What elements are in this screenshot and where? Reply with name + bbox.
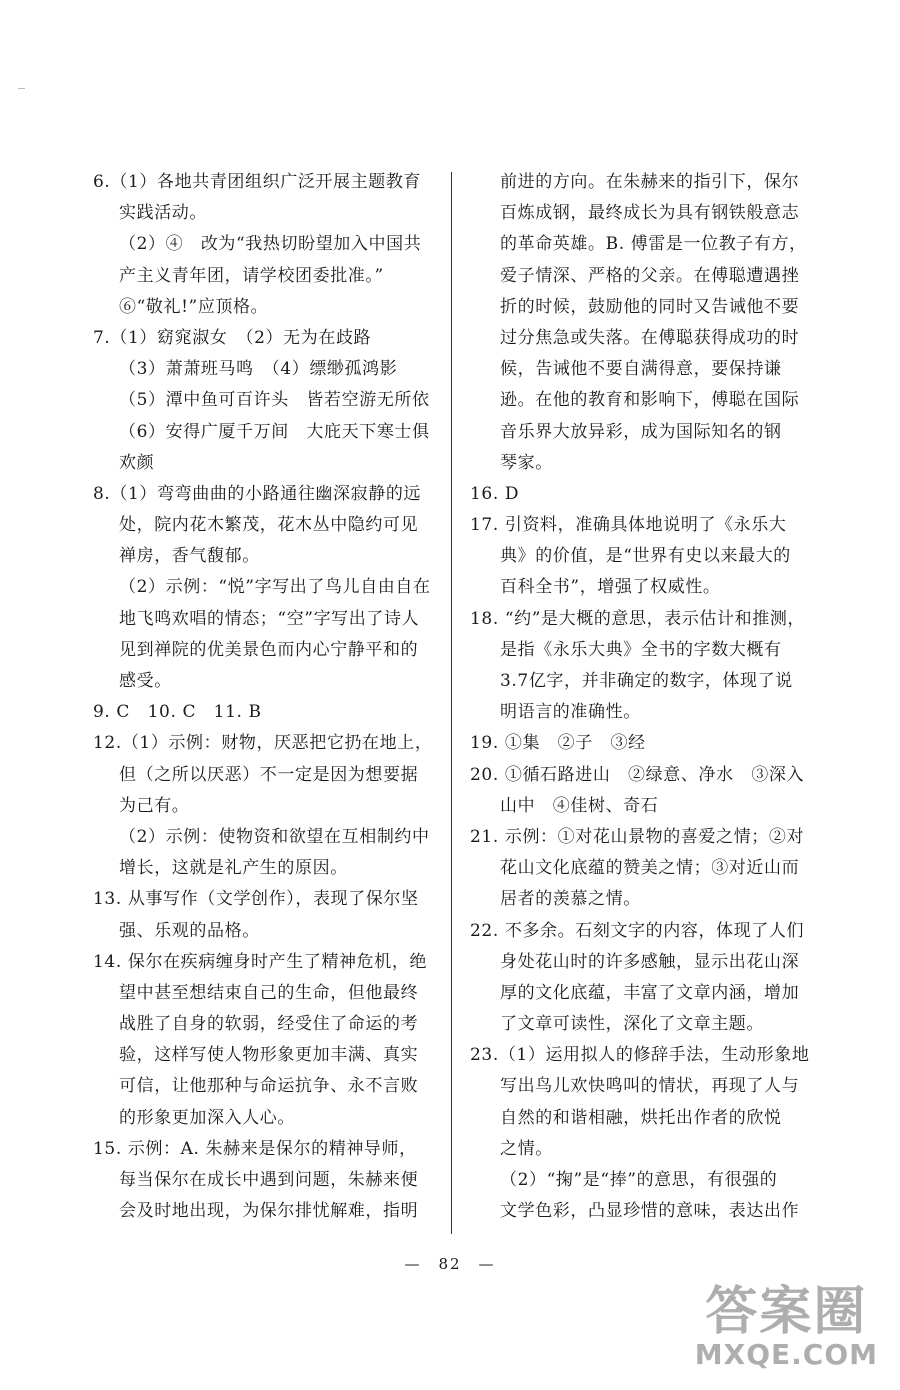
text-line: 的革命英雄。B. 傅雷是一位教子有方， bbox=[500, 234, 807, 255]
text-line: 琴家。 bbox=[500, 452, 553, 473]
text-line: 候，告诫他不要自满得意，要保持谦 bbox=[500, 359, 782, 380]
text-line: 14. 保尔在疾病缠身时产生了精神危机，绝 bbox=[93, 951, 428, 972]
text-line: 18. “约”是大概的意思，表示估计和推测， bbox=[470, 608, 806, 629]
text-line: 居者的羡慕之情。 bbox=[500, 889, 641, 910]
left-column bbox=[93, 167, 433, 1227]
text-line: 写出鸟儿欢快鸣叫的情状，再现了人与 bbox=[500, 1076, 800, 1097]
text-line: 为己有。 bbox=[119, 795, 190, 816]
watermark-logo: 答案圈 bbox=[705, 1282, 868, 1342]
text-line: 过分焦急或失落。在傅聪获得成功的时 bbox=[500, 327, 800, 348]
watermark-url: MXQE.COM bbox=[694, 1338, 878, 1371]
page-number: — 82 — bbox=[404, 1255, 496, 1273]
text-line: 22. 不多余。石刻文字的内容，体现了人们 bbox=[470, 920, 805, 941]
text-line: 欢颜 bbox=[119, 452, 155, 473]
text-line: 前进的方向。在朱赫来的指引下，保尔 bbox=[500, 172, 800, 192]
text-line: 望中甚至想结束自己的生命，但他最终 bbox=[119, 982, 419, 1003]
text-line: 禅房，香气馥郁。 bbox=[119, 546, 260, 567]
text-line: 会及时地出现，为保尔排忧解难，指明 bbox=[119, 1201, 419, 1222]
text-line: 每当保尔在成长中遇到问题，朱赫来便 bbox=[119, 1170, 419, 1190]
text-line: 厚的文化底蕴，丰富了文章内涵，增加 bbox=[500, 982, 800, 1003]
text-line: 8.（1）弯弯曲曲的小路通往幽深寂静的远 bbox=[93, 483, 422, 504]
scan-speck bbox=[18, 88, 25, 89]
text-line: 身处花山时的许多感触，显示出花山深 bbox=[500, 951, 800, 972]
text-line: 可信，让他那种与命运抗争、永不言败 bbox=[119, 1076, 419, 1097]
text-line: 产主义青年团，请学校团委批准。” bbox=[119, 265, 384, 286]
text-line: 17. 引资料，准确具体地说明了《永乐大 bbox=[470, 515, 787, 536]
text-line: （5）潭中鱼可百许头 皆若空游无所依 bbox=[119, 390, 430, 411]
watermark bbox=[695, 1284, 878, 1370]
text-line: 实践活动。 bbox=[119, 203, 207, 224]
text-line: 逊。在他的教育和影响下，傅聪在国际 bbox=[500, 390, 800, 411]
text-line: （2）示例：“悦”字写出了鸟儿自由自在 bbox=[119, 577, 431, 598]
text-line: 音乐界大放异彩，成为国际知名的钢 bbox=[500, 421, 782, 442]
text-line: 感受。 bbox=[119, 671, 172, 691]
text-line: 地飞鸣欢唱的情态；“空”字写出了诗人 bbox=[119, 608, 420, 629]
text-line: 的形象更加深入人心。 bbox=[119, 1107, 295, 1128]
text-line: 12.（1）示例：财物，厌恶把它扔在地上， bbox=[93, 733, 433, 754]
text-line: 21. 示例：①对花山景物的喜爱之情；②对 bbox=[470, 826, 805, 847]
text-line: 之情。 bbox=[500, 1138, 553, 1159]
text-line: 增长，这就是礼产生的原因。 bbox=[119, 858, 348, 879]
text-line: 百科全书”，增强了权威性。 bbox=[500, 577, 721, 598]
text-line: （2）④ 改为“我热切盼望加入中国共 bbox=[119, 234, 422, 255]
text-line: 7.（1）窈窕淑女 （2）无为在歧路 bbox=[93, 327, 372, 348]
text-line: 文学色彩，凸显珍惜的意味，表达出作 bbox=[500, 1201, 800, 1222]
text-line: 战胜了自身的软弱，经受住了命运的考 bbox=[119, 1014, 419, 1035]
column-divider bbox=[451, 172, 452, 1234]
text-line: 23.（1）运用拟人的修辞手法，生动形象地 bbox=[470, 1045, 810, 1066]
text-line: 是指《永乐大典》全书的字数大概有 bbox=[500, 639, 782, 660]
text-line: （2）“掬”是“捧”的意思，有很强的 bbox=[500, 1170, 778, 1190]
text-line: 验，这样写使人物形象更加丰满、真实 bbox=[119, 1045, 419, 1066]
text-line: 15. 示例：A. 朱赫来是保尔的精神导师， bbox=[93, 1138, 417, 1159]
right-column bbox=[470, 167, 810, 1227]
text-line: 见到禅院的优美景色而内心宁静平和的 bbox=[119, 639, 419, 660]
text-line: 山中 ④佳树、奇石 bbox=[500, 795, 659, 816]
text-line: 自然的和谐相融，烘托出作者的欣悦 bbox=[500, 1107, 782, 1128]
text-line: 百炼成钢，最终成长为具有钢铁般意志 bbox=[500, 203, 800, 224]
text-line: 处，院内花木繁茂，花木丛中隐约可见 bbox=[119, 515, 419, 536]
text-line: 16. D bbox=[470, 483, 520, 504]
text-line: 了文章可读性，深化了文章主题。 bbox=[500, 1014, 764, 1035]
text-line: 明语言的准确性。 bbox=[500, 702, 641, 723]
text-line: 6.（1）各地共青团组织广泛开展主题教育 bbox=[93, 172, 422, 192]
text-line: （3）萧萧班马鸣 （4）缥缈孤鸿影 bbox=[119, 359, 398, 380]
text-line: （6）安得广厦千万间 大庇天下寒士俱 bbox=[119, 421, 430, 442]
text-line: 9. C 10. C 11. B bbox=[93, 702, 262, 723]
text-line: （2）示例：使物资和欲望在互相制约中 bbox=[119, 826, 430, 847]
text-line: 但（之所以厌恶）不一定是因为想要据 bbox=[119, 764, 419, 785]
text-line: 典》的价值，是“世界有史以来最大的 bbox=[500, 546, 791, 567]
text-line: 3.7亿字，并非确定的数字，体现了说 bbox=[500, 671, 793, 691]
text-line: 20. ①循石路进山 ②绿意、净水 ③深入 bbox=[470, 764, 805, 785]
text-line: 强、乐观的品格。 bbox=[119, 920, 260, 941]
text-line: 折的时候，鼓励他的同时又告诫他不要 bbox=[500, 296, 800, 317]
text-line: ⑥“敬礼!”应顶格。 bbox=[119, 296, 269, 317]
text-line: 爱子情深、严格的父亲。在傅聪遭遇挫 bbox=[500, 265, 800, 286]
text-line: 花山文化底蕴的赞美之情；③对近山而 bbox=[500, 858, 800, 879]
text-line: 19. ①集 ②子 ③经 bbox=[470, 733, 646, 754]
text-line: 13. 从事写作（文学创作），表现了保尔坚 bbox=[93, 889, 419, 910]
